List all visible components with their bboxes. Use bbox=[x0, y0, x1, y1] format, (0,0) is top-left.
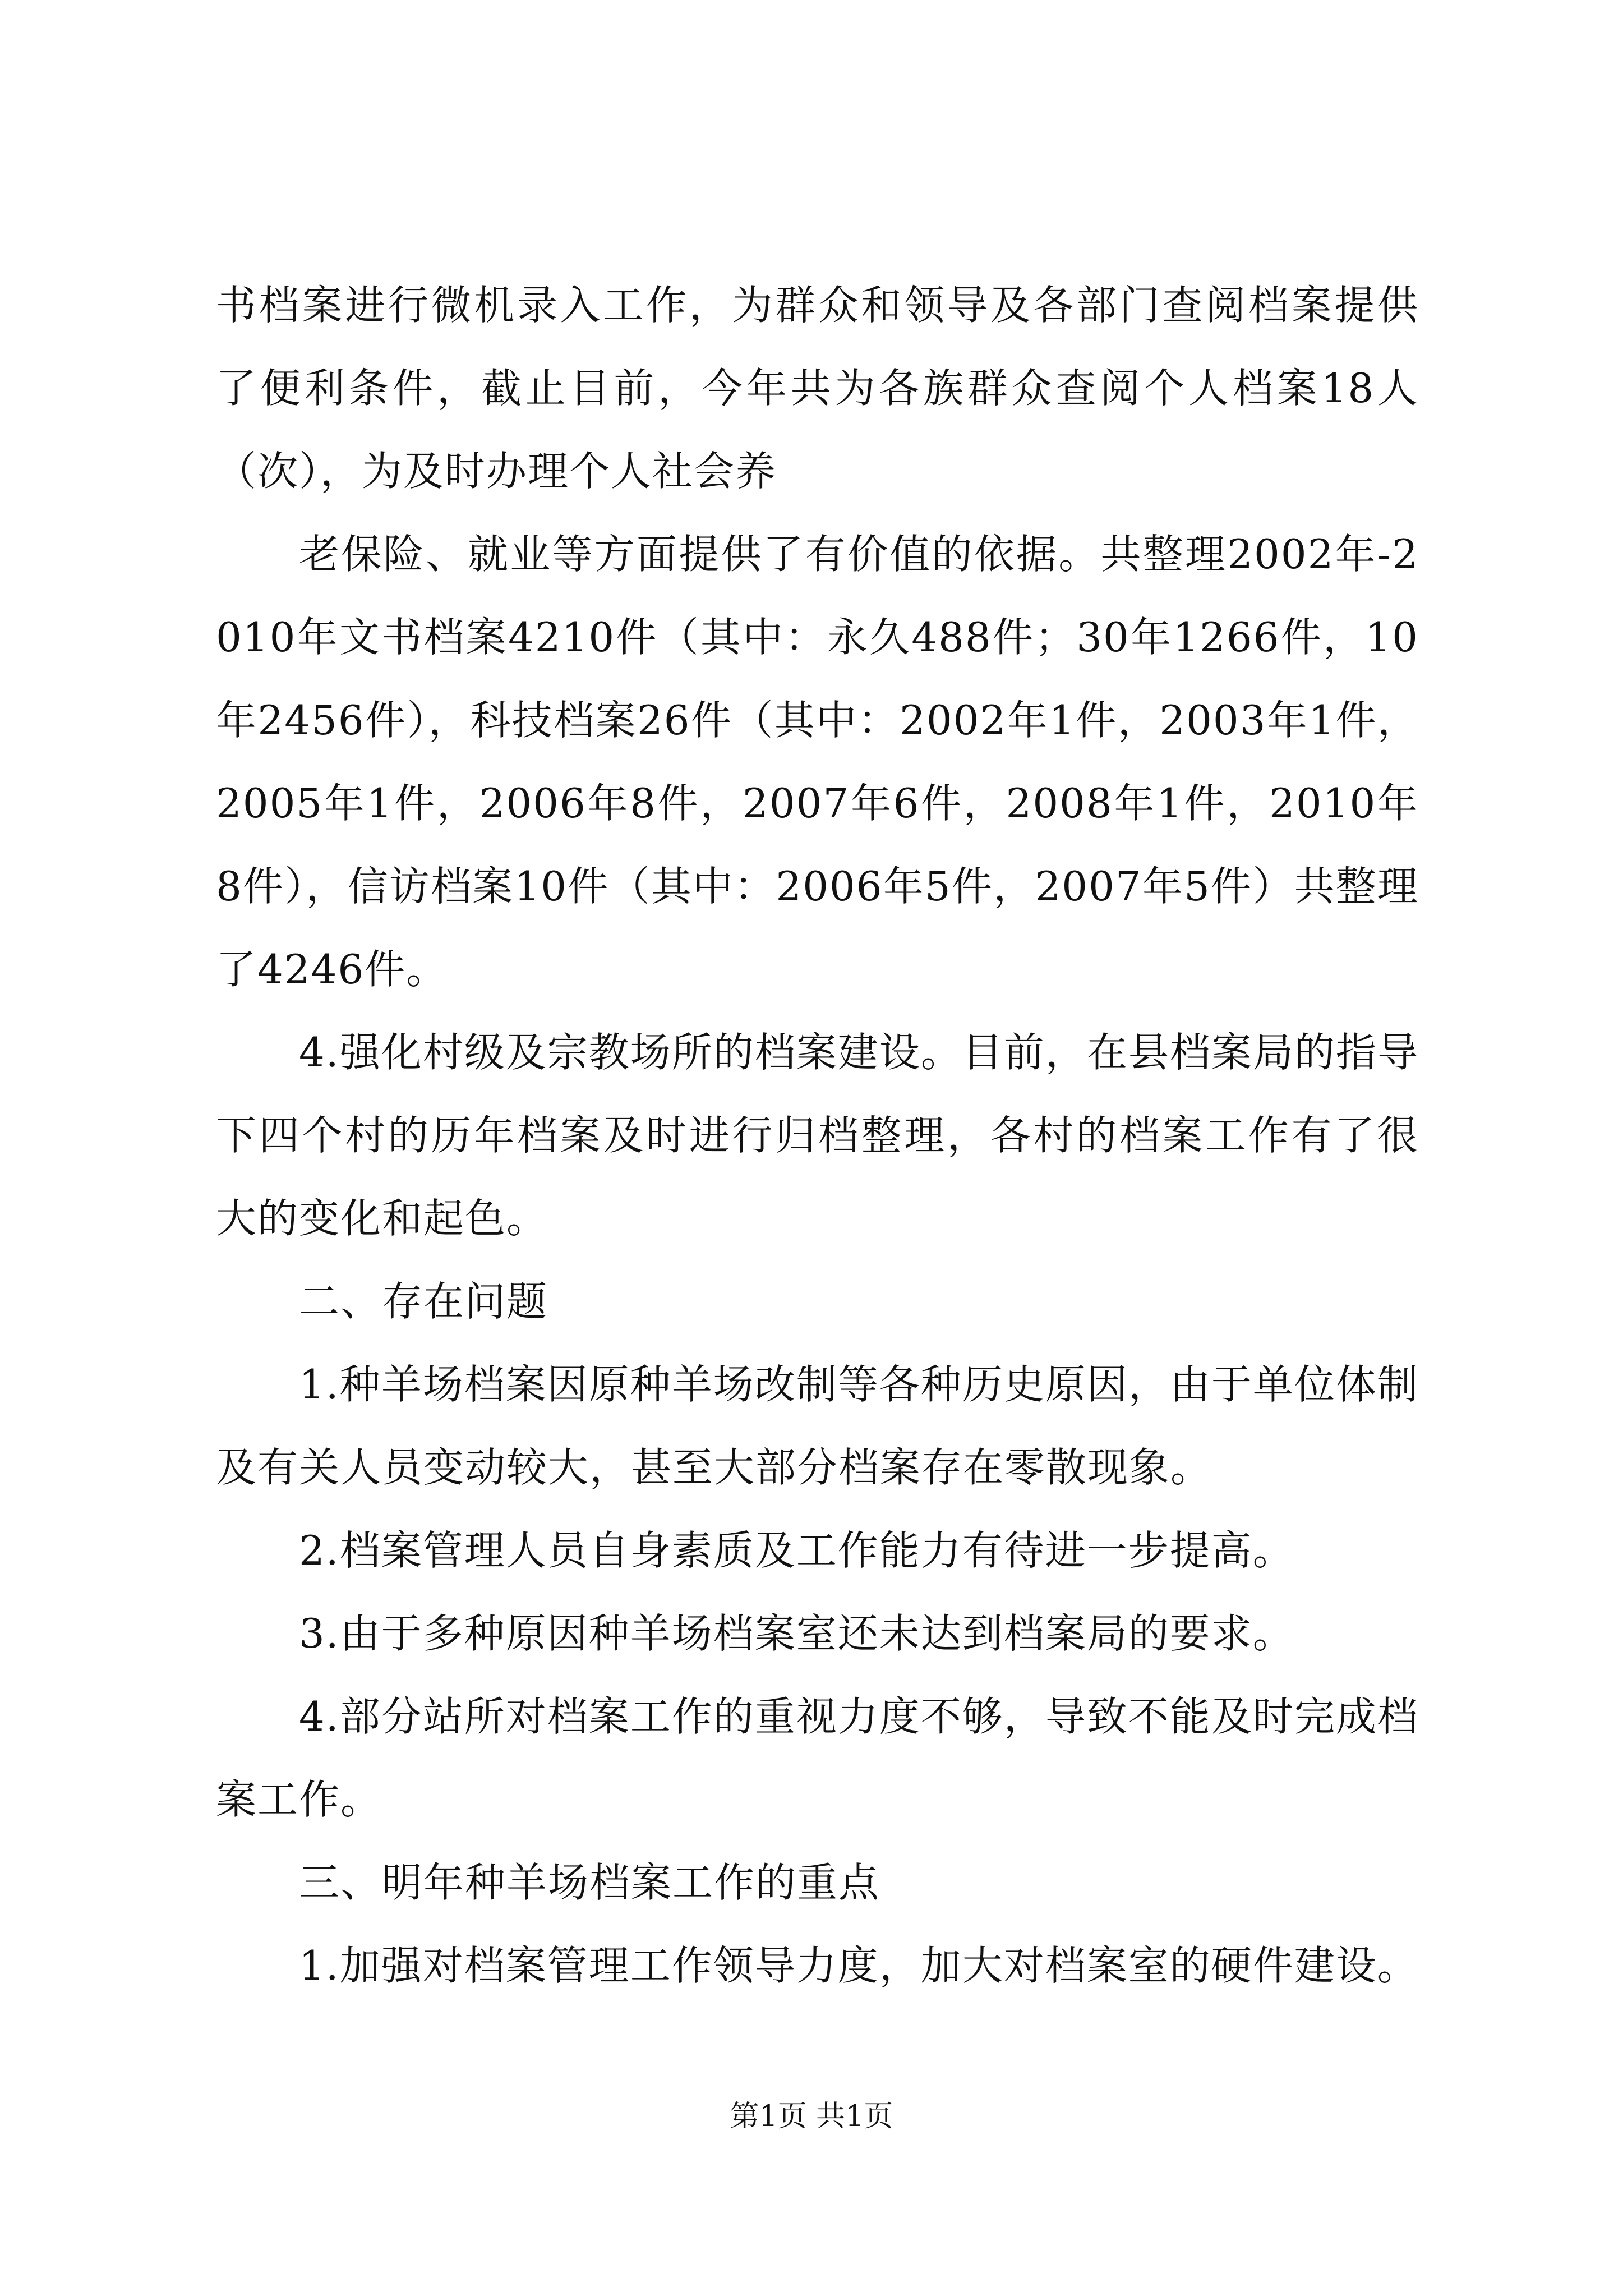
section-heading-next-year: 三、明年种羊场档案工作的重点 bbox=[299, 1859, 880, 1906]
page-footer bbox=[0, 2097, 1623, 2136]
paragraph-continuation: 书档案进行微机录入工作，为群众和领导及各部门查阅档案提供了便利条件，截止目前，今年共为各族群众查阅个人档案18人（次），为及时办理个人社会养 bbox=[216, 282, 1419, 495]
paragraph-statistics: 老保险、就业等方面提供了有价值的依据。共整理2002年-2010年文书档案4210件（其中：永久488件；30年1266件，10年2456件），科技档案26件（其中：2002年1件，2003年1件，2005年1件，2006年8件，2007年6件，2008年1件，2010年8件），信访档案10件（其中：2006年5件，2007年5件）共整理了4246件。 bbox=[216, 531, 1419, 993]
problem-item-3: 3.由于多种原因种羊场档案室还未达到档案局的要求。 bbox=[299, 1610, 1294, 1657]
document-body bbox=[216, 264, 1419, 2007]
problem-item-4: 4.部分站所对档案工作的重视力度不够，导致不能及时完成档案工作。 bbox=[216, 1693, 1419, 1823]
paragraph-village-archives: 4.强化村级及宗教场所的档案建设。目前，在县档案局的指导下四个村的历年档案及时进行归档整理，各村的档案工作有了很大的变化和起色。 bbox=[216, 1029, 1419, 1242]
section-heading-problems: 二、存在问题 bbox=[299, 1278, 548, 1325]
problem-item-1: 1.种羊场档案因原种羊场改制等各种历史原因，由于单位体制及有关人员变动较大，甚至大部分档案存在零散现象。 bbox=[216, 1361, 1419, 1491]
problem-item-2: 2.档案管理人员自身素质及工作能力有待进一步提高。 bbox=[299, 1527, 1294, 1574]
next-year-item-1: 1.加强对档案管理工作领导力度，加大对档案室的硬件建设。 bbox=[299, 1942, 1419, 1989]
page-number-label: 第1页 共1页 bbox=[730, 2100, 893, 2133]
